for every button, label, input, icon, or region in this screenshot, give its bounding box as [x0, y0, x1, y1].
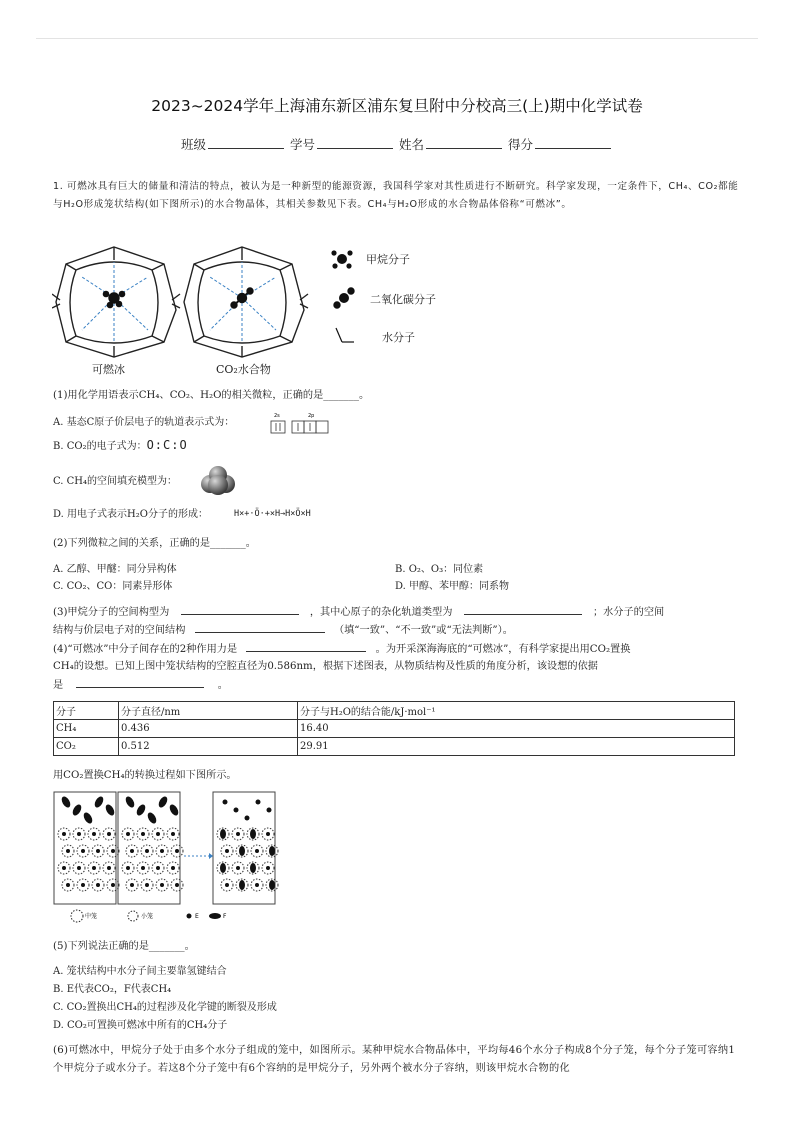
guest-molecule	[130, 883, 134, 887]
subq3-blank-1[interactable]	[181, 603, 299, 615]
fig2-legend	[71, 910, 227, 922]
legend-methane: 甲烷分子	[366, 253, 410, 266]
guest-molecule	[111, 883, 115, 887]
orbital-diagram	[268, 411, 332, 437]
guest-molecule	[66, 883, 70, 887]
subq3-blank-2[interactable]	[464, 603, 582, 615]
guest-molecule	[111, 849, 115, 853]
guest-molecule	[220, 863, 226, 873]
guest-molecule	[77, 832, 81, 836]
guest-molecule	[92, 866, 96, 870]
subq5-stem: (5)下列说法正确的是_______。	[53, 941, 195, 952]
guest-molecule	[255, 883, 259, 887]
free-molecule	[93, 795, 105, 809]
subq3-text-a: (3)甲烷分子的空间构型为	[53, 607, 170, 618]
free-molecule	[157, 795, 169, 809]
molecule-data-table	[53, 701, 735, 756]
guest-molecule	[250, 863, 256, 873]
methane-molecule-icon	[331, 250, 352, 268]
student-info-row	[0, 135, 794, 153]
fig1-label-right: CO₂水合物	[216, 363, 271, 376]
free-molecule	[104, 803, 116, 817]
table-cell: 16.40	[298, 720, 735, 738]
free-molecule	[60, 795, 72, 809]
guest-molecule	[171, 832, 175, 836]
guest-molecule	[225, 883, 229, 887]
free-molecule	[82, 811, 94, 825]
co2-replacement-diagram	[53, 790, 283, 926]
table-header: 分子与H₂O的结合能/kJ·mol⁻¹	[298, 702, 735, 720]
subq3-line1	[53, 603, 753, 622]
table-row	[54, 738, 735, 756]
class-label: 班级	[180, 137, 206, 152]
guest-molecule	[96, 849, 100, 853]
h2o-formation-formula: H×+·Ö·+×H→H×Ö×H	[234, 509, 311, 519]
fig1-label-left: 可燃冰	[92, 363, 125, 376]
guest-molecule	[81, 883, 85, 887]
option-d-text: D. 用电子式表示H₂O分子的形成：	[53, 509, 208, 520]
guest-molecule	[141, 866, 145, 870]
co2-molecule-icon	[334, 288, 354, 308]
legend-water: 水分子	[382, 331, 415, 344]
subq3-text-b: ，其中心原子的杂化轨道类型为	[309, 607, 453, 618]
subq1-option-b[interactable]	[53, 436, 188, 456]
subq1-option-d[interactable]	[53, 505, 208, 524]
table-cell: 29.91	[298, 738, 735, 756]
score-label: 得分	[507, 137, 533, 152]
legend-e: E	[195, 913, 199, 920]
guest-molecule	[141, 832, 145, 836]
free-molecule	[267, 808, 272, 813]
subq4-text-d: 是	[53, 680, 64, 691]
name-blank[interactable]	[426, 136, 502, 149]
subq4-line2: CH₄的设想。已知上图中笼状结构的空腔直径为0.586nm，根据下述图表，从物质结构及性质的角度分析，该设想的依据	[53, 661, 598, 672]
guest-molecule	[171, 866, 175, 870]
table-header: 分子	[54, 702, 119, 720]
free-molecule	[223, 800, 228, 805]
guest-molecule	[175, 883, 179, 887]
guest-molecule	[156, 866, 160, 870]
guest-molecule	[160, 849, 164, 853]
guest-molecule	[220, 829, 226, 839]
guest-molecule	[107, 832, 111, 836]
guest-molecule	[239, 846, 245, 856]
guest-molecule	[81, 849, 85, 853]
legend-f: F	[223, 913, 227, 920]
guest-molecule	[145, 883, 149, 887]
subq2-option-d[interactable]: D. 甲醇、苯甲醇：同系物	[395, 581, 510, 592]
table-cell: 0.436	[119, 720, 298, 738]
subq5-option-b[interactable]: B. E代表CO₂，F代表CH₄	[53, 984, 172, 995]
guest-molecule	[239, 880, 245, 890]
subq3-text-c: ；水分子的空间	[592, 607, 665, 618]
guest-molecule	[62, 866, 66, 870]
question-1-intro: 1. 可燃冰具有巨大的储量和清洁的特点，被认为是一种新型的能源资源，我国科学家对其性质进行不断研究。科学家发现，一定条件下，CH₄、CO₂都能与H₂O形成笼状结构(如下图所示)的水合物晶体，其相关参数见下表。CH₄与H₂O形成的水合物晶体俗称“可燃冰”。	[53, 181, 739, 210]
guest-molecule	[225, 849, 229, 853]
subq6-stem: (6)可燃冰中，甲烷分子处于由多个水分子组成的笼中，如图所示。某种甲烷水合物晶体中，平均每46个水分子构成8个分子笼，每个分子笼可容纳1个甲烷分子或水分子。若这8个分子笼中有6个容纳的是甲烷分子，另外两个被水分子容纳，则该甲烷水合物的化	[53, 1045, 736, 1074]
subq4-text-a: (4)“可燃冰”中分子间存在的2种作用力是	[53, 644, 238, 655]
subq5-option-d[interactable]: D. CO₂可置换可燃冰中所有的CH₄分子	[53, 1020, 228, 1031]
guest-molecule	[160, 883, 164, 887]
free-molecule	[135, 803, 147, 817]
orbital-2p-label: 2p	[308, 413, 315, 419]
subq2-option-b[interactable]: B. O₂、O₃：同位素	[395, 564, 484, 575]
table-cell: 0.512	[119, 738, 298, 756]
subq1-option-c[interactable]	[53, 472, 177, 491]
co2-hydrate-cage	[184, 247, 308, 357]
guest-molecule	[236, 866, 240, 870]
subq4-text-e: 。	[217, 680, 228, 691]
cage-lattice	[58, 795, 278, 891]
fig1-legend-icons	[326, 246, 362, 346]
subq4-text-b: 。为开采深海海底的“可燃冰”，有科学家提出用CO₂置换	[375, 644, 631, 655]
guest-molecule	[175, 849, 179, 853]
orbital-2s-label: 2s	[274, 413, 280, 419]
guest-molecule	[269, 846, 275, 856]
legend-co2: 二氧化碳分子	[370, 293, 436, 306]
free-molecule	[168, 803, 180, 817]
subq5-option-a[interactable]: A. 笼状结构中水分子间主要靠氢键结合	[53, 966, 227, 977]
guest-molecule	[250, 829, 256, 839]
subq4-blank-1[interactable]	[246, 640, 366, 652]
option-b-text: B. CO₂的电子式为：	[53, 441, 147, 452]
page-title: 2023~2024学年上海浦东新区浦东复旦附中分校高三(上)期中化学试卷	[151, 97, 643, 115]
score-blank[interactable]	[535, 136, 611, 149]
guest-molecule	[269, 880, 275, 890]
guest-molecule	[255, 849, 259, 853]
guest-molecule	[126, 866, 130, 870]
subq4-line3	[53, 676, 753, 695]
free-molecule	[71, 803, 83, 817]
table-header: 分子直径/nm	[119, 702, 298, 720]
guest-molecule	[66, 849, 70, 853]
guest-molecule	[130, 849, 134, 853]
methane-spacefill-model	[200, 464, 236, 498]
guest-molecule	[77, 866, 81, 870]
subq3-text-d: 结构与价层电子对的空间结构	[53, 625, 186, 636]
guest-molecule	[126, 832, 130, 836]
free-molecule	[245, 816, 250, 821]
guest-molecule	[96, 883, 100, 887]
guest-molecule	[236, 832, 240, 836]
top-rule	[36, 38, 758, 39]
water-molecule-icon	[336, 328, 354, 342]
co2-electron-formula: O:C:O	[146, 438, 188, 452]
subq2-option-a[interactable]: A. 乙醇、甲醚：同分异构体	[53, 564, 177, 575]
option-c-text: C. CH₄的空间填充模型为：	[53, 476, 178, 487]
flammable-ice-cage	[52, 247, 180, 357]
free-molecule	[234, 808, 239, 813]
table-row	[54, 720, 735, 738]
guest-molecule	[92, 832, 96, 836]
subq3-line2	[53, 621, 753, 640]
free-molecule	[256, 800, 261, 805]
subq5-option-c[interactable]: C. CO₂置换出CH₄的过程涉及化学键的断裂及形成	[53, 1002, 277, 1013]
subq1-stem: (1)用化学用语表示CH₄、CO₂、H₂O的相关微粒，正确的是_______。	[53, 390, 370, 401]
legend-small-cage: 小笼	[141, 913, 154, 920]
guest-molecule	[107, 866, 111, 870]
fig2-caption: 用CO₂置换CH₄的转换过程如下图所示。	[53, 770, 237, 781]
table-cell: CH₄	[54, 720, 119, 738]
guest-molecule	[62, 832, 66, 836]
class-blank[interactable]	[208, 136, 284, 149]
subq3-text-e: （填“一致”、“不一致”或“无法判断”）。	[333, 625, 513, 636]
guest-molecule	[145, 849, 149, 853]
name-label: 姓名	[398, 137, 424, 152]
option-a-text: A. 基态C原子价层电子的轨道表示式为：	[53, 417, 235, 428]
legend-medium-cage: 中笼	[85, 913, 98, 920]
subq3-blank-3[interactable]	[195, 621, 325, 633]
guest-molecule	[266, 866, 270, 870]
process-arrow-head	[209, 853, 213, 859]
subq1-option-a[interactable]	[53, 413, 234, 432]
free-molecule	[146, 811, 158, 825]
id-blank[interactable]	[317, 136, 393, 149]
guest-molecule	[266, 832, 270, 836]
subq2-stem: (2)下列微粒之间的关系，正确的是_______。	[53, 538, 256, 549]
id-label: 学号	[289, 137, 315, 152]
subq2-option-c[interactable]: C. CO₂、CO：同素异形体	[53, 581, 173, 592]
table-header-row	[54, 702, 735, 720]
table-cell: CO₂	[54, 738, 119, 756]
subq4-blank-2[interactable]	[76, 676, 204, 688]
free-molecule	[124, 795, 136, 809]
guest-molecule	[156, 832, 160, 836]
